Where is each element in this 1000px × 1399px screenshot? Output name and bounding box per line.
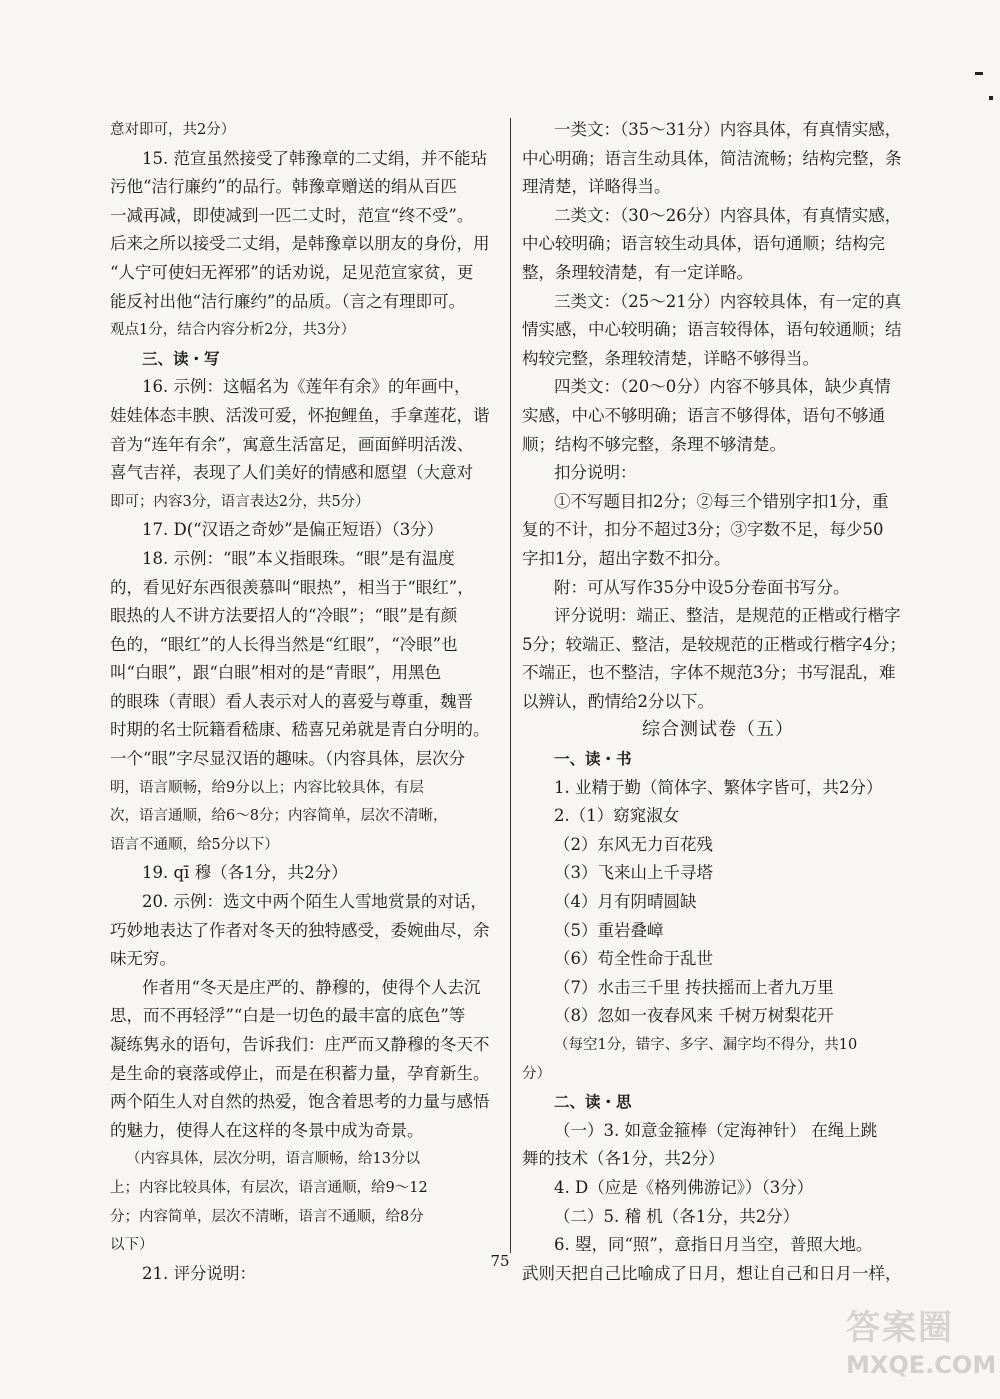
text-line: 构较完整，条理较清楚，详略不够得当。: [522, 348, 819, 368]
text-line: 19. qī 穆（各1分，共2分）: [142, 863, 348, 883]
text-line: （4）月有阴晴圆缺: [554, 892, 697, 912]
text-line: 顺；结构不够完整，条理不够清楚。: [522, 434, 786, 454]
text-line: 评分说明：端正、整洁，是规范的正楷或行楷字: [554, 606, 901, 626]
text-line: 6. 曌，同“照”，意指日月当空，普照大地。: [554, 1235, 873, 1255]
text-line: 两个陌生人对自然的热爱，饱含着思考的力量与感悟: [110, 1092, 490, 1112]
text-line: 舞的技术（各1分，共2分）: [522, 1149, 725, 1169]
text-line: （5）重岩叠嶂: [554, 920, 664, 940]
scan-mark: [989, 96, 993, 100]
text-line: 以辨认，酌情给2分以下。: [522, 691, 714, 711]
text-line: 次，语言通顺，给6～8分；内容简单，层次不清晰，: [110, 808, 448, 825]
text-line: 以下）: [110, 1237, 154, 1254]
text-line: 1. 业精于勤（简体字、繁体字皆可，共2分）: [554, 777, 883, 797]
text-line: 17. D(“汉语之奇妙”是偏正短语）（3分）: [142, 520, 444, 540]
text-line: 2.（1）窈窕淑女: [554, 806, 680, 826]
scan-mark: [975, 72, 983, 75]
text-line: 一类文：（35～31分）内容具体，有真情实感，: [554, 120, 902, 139]
text-line: （每空1分，错字、多字、漏字均不得分，共10: [554, 1037, 858, 1053]
text-line: 的眼珠（青眼）看人表示对人的喜爱与尊重，魏晋: [110, 691, 473, 711]
text-line: 思，而不再轻浮”“白是一切色的最丰富的底色”等: [110, 1006, 466, 1026]
text-line: “人宁可使妇无裈邪”的话劝说，足见范宣家贫，更: [110, 262, 474, 282]
text-line: 实感，中心不够明确；语言不够得体，语句不够通: [522, 405, 885, 425]
text-line: 能反衬出他“洁行廉约”的品质。（言之有理即可。: [110, 291, 466, 311]
text-line: 扣分说明：: [554, 463, 637, 483]
text-line: 分）: [522, 1065, 551, 1082]
text-line: 不端正，也不整洁，字体不规范3分；书写混乱，难: [522, 663, 896, 683]
text-line: 喜气吉祥，表现了人们美好的情感和愿望（大意对: [110, 463, 473, 483]
text-line: （内容具体，层次分明，语言顺畅，给13分以: [126, 1151, 420, 1168]
text-line: 16. 示例：这幅名为《莲年有余》的年画中，: [142, 377, 471, 397]
text-line: （8）忽如一夜春风来 千树万树梨花开: [554, 1006, 834, 1026]
text-line: 一减再减，即使减到一匹二丈时，范宣“终不受”。: [110, 205, 474, 225]
text-line: 眼热的人不讲方法要招人的“冷眼”；“眼”是有颜: [110, 606, 458, 626]
text-line: 叫“白眼”，跟“白眼”相对的是“青眼”，用黑色: [110, 663, 442, 683]
text-line: 娃娃体态丰腴、活泼可爱，怀抱鲤鱼，手拿莲花，谐: [110, 405, 490, 425]
text-line: 中心明确；语言生动具体，简洁流畅；结构完整，条: [522, 148, 902, 168]
text-line: 一个“眼”字尽显汉语的趣味。（内容具体，层次分: [110, 749, 466, 769]
text-line: 凝练隽永的语句，告诉我们：庄严而又静穆的冬天不: [110, 1035, 490, 1054]
text-line: 附：可从写作35分中设5分卷面书写分。: [554, 577, 850, 597]
text-line: （3）飞来山上千寻塔: [554, 863, 713, 883]
text-line: （6）苟全性命于乱世: [554, 949, 713, 969]
text-line: 武则天把自己比喻成了日月，想让自己和日月一样，: [522, 1263, 902, 1283]
text-line: （7）水击三千里 抟扶摇而上者九万里: [554, 977, 834, 997]
left-column: [110, 116, 495, 1288]
text-line: （2）东风无力百花残: [554, 834, 713, 854]
text-line: 时期的名士阮籍看嵇康、嵇喜兄弟就是青白分明的。: [110, 720, 490, 740]
right-column: [522, 116, 914, 1288]
text-line: 4. D（应是《格列佛游记》）（3分）: [554, 1177, 814, 1197]
text-line: （一）3. 如意金箍棒（定海神针） 在绳上跳: [554, 1120, 878, 1140]
text-line: 的，看见好东西很羡慕叫“眼热”，相当于“眼红”，: [110, 577, 474, 597]
text-line: 18. 示例：“眼”本义指眼珠。“眼”是有温度: [142, 548, 455, 568]
text-line: 色的，“眼红”的人长得当然是“红眼”，“冷眼”也: [110, 634, 458, 654]
text-line: 后来之所以接受二丈绢，是韩豫章以朋友的身份，用: [110, 234, 490, 254]
text-line: 是生命的衰落或停止，而是在积蓄力量，孕育新生。: [110, 1063, 490, 1083]
text-line: 味无穷。: [110, 949, 176, 969]
watermark-logo: [846, 1306, 997, 1388]
text-line: 20. 示例：选文中两个陌生人雪地赏景的对话，: [142, 892, 487, 912]
text-line: 意对即可，共2分）: [110, 122, 236, 138]
text-line: 二类文：（30～26分）内容具体，有真情实感，: [554, 205, 902, 225]
text-line: 15. 范宣虽然接受了韩豫章的二丈绢，并不能玷: [142, 148, 487, 168]
text-line: 语言不通顺，给5分以下）: [110, 836, 279, 853]
text-line: 即可；内容3分，语言表达2分，共5分）: [110, 493, 370, 510]
text-line: 三类文：（25～21分）内容较具体，有一定的真: [554, 291, 902, 311]
text-line: 巧妙地表达了作者对冬天的独特感受，委婉曲尽，余: [110, 920, 490, 940]
text-line: 整，条理较清楚，有一定详略。: [522, 262, 753, 282]
watermark-url: MXQE.COM: [846, 1351, 997, 1379]
text-line: 三、读・写: [142, 349, 220, 368]
text-line: 5分；较端正、整洁，是较规范的正楷或行楷字4分；: [522, 634, 906, 654]
watermark-text: 答案圈: [846, 1308, 954, 1348]
text-line: 情实感，中心较明确；语言较得体，语句较通顺；结: [522, 320, 902, 340]
page-number: 75: [490, 1252, 510, 1270]
text-line: 复的不计，扣分不超过3分；③字数不足，每少50: [522, 520, 884, 540]
text-line: 一、读・书: [554, 750, 632, 769]
text-line: （二）5. 稽 机（各1分，共2分）: [554, 1206, 800, 1226]
text-line: 分；内容简单，层次不清晰，语言不通顺，给8分: [110, 1208, 424, 1225]
text-line: 综合测试卷（五）: [642, 719, 794, 741]
text-line: 污他“洁行廉约”的品行。韩豫章赠送的绢从百匹: [110, 177, 457, 197]
text-line: 21. 评分说明：: [142, 1263, 256, 1283]
column-divider: [510, 118, 511, 1253]
text-line: 中心较明确；语言较生动具体，语句通顺；结构完: [522, 234, 885, 254]
text-line: 理清楚，详略得当。: [522, 177, 671, 197]
text-line: 字扣1分，超出字数不扣分。: [522, 548, 731, 568]
text-line: 上；内容比较具体，有层次，语言通顺，给9～12: [110, 1179, 428, 1196]
text-line: ①不写题目扣2分；②每三个错别字扣1分，重: [554, 491, 889, 511]
text-line: 音为“连年有余”，寓意生活富足，画面鲜明活泼、: [110, 434, 474, 454]
text-line: 二、读・思: [554, 1093, 632, 1112]
text-line: 明，语言顺畅，给9分以上；内容比较具体，有层: [110, 779, 424, 796]
text-line: 的魅力，使得人在这样的冬景中成为奇景。: [110, 1120, 424, 1140]
text-line: 四类文：（20～0分）内容不够具体，缺少真情: [554, 377, 891, 397]
text-line: 作者用“冬天是庄严的、静穆的，使得个人去沉: [142, 977, 481, 997]
text-line: 观点1分，结合内容分析2分，共3分）: [110, 322, 356, 339]
